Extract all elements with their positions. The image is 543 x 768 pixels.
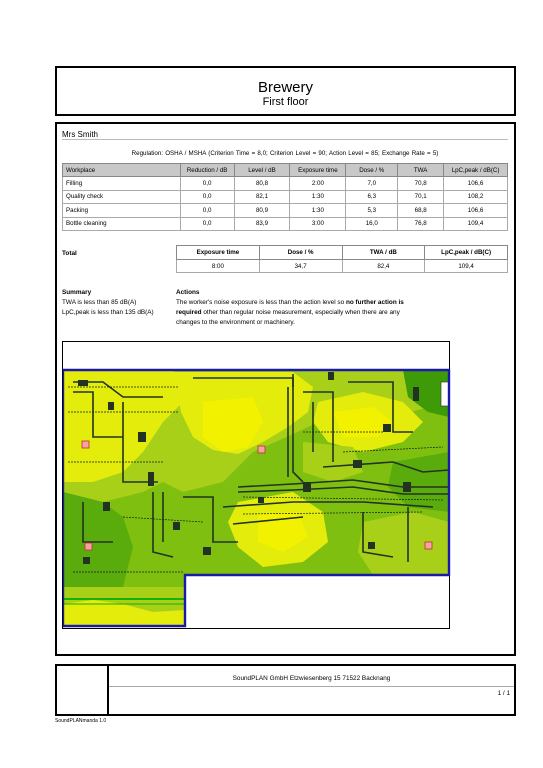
- table-cell: Quality check: [63, 190, 181, 204]
- table-cell: 0,0: [180, 204, 234, 218]
- software-label: SoundPLANmanda 1.0: [55, 718, 107, 724]
- table-cell: Packing: [63, 204, 181, 218]
- table-cell: 34,7: [259, 260, 342, 273]
- summary-line: TWA is less than 85 dB(A): [62, 299, 137, 306]
- table-cell: 82,4: [342, 260, 425, 273]
- table-cell: 68,8: [398, 204, 444, 218]
- table-cell: 76,8: [398, 217, 444, 231]
- actions-section: [176, 288, 421, 328]
- column-header: LpC,peak / dB(C): [425, 246, 508, 260]
- person-name: Mrs Smith: [62, 130, 98, 139]
- table-cell: 70,1: [398, 190, 444, 204]
- column-header: LpC,peak / dB(C): [444, 164, 508, 177]
- table-cell: 8:00: [177, 260, 260, 273]
- actions-text: [176, 298, 421, 328]
- table-cell: 106,6: [444, 204, 508, 218]
- table-row: [177, 260, 508, 273]
- table-cell: 106,6: [444, 177, 508, 191]
- table-cell: 82,1: [234, 190, 290, 204]
- page-subtitle: First floor: [262, 96, 309, 108]
- company-address: SoundPLAN GmbH Etzwiesenberg 15 71522 Backnang: [232, 675, 391, 682]
- table-cell: 70,8: [398, 177, 444, 191]
- table-cell: 3:00: [290, 217, 346, 231]
- table-cell: 6,3: [346, 190, 398, 204]
- table-row: [63, 204, 508, 218]
- total-label: Total: [62, 250, 77, 257]
- actions-emphasis: no further action is required: [176, 299, 404, 316]
- worker-position-marker: [425, 542, 432, 549]
- table-cell: 109,4: [425, 260, 508, 273]
- page-title: Brewery: [257, 79, 313, 96]
- page-number: 1 / 1: [497, 690, 510, 697]
- title-block: [55, 66, 516, 116]
- column-header: Dose / %: [259, 246, 342, 260]
- column-header: TWA: [398, 164, 444, 177]
- divider: [62, 139, 508, 140]
- table-cell: 109,4: [444, 217, 508, 231]
- table-header-row: [63, 164, 508, 177]
- table-row: [63, 177, 508, 191]
- column-header: TWA / dB: [342, 246, 425, 260]
- divider: [109, 686, 514, 687]
- table-cell: 0,0: [180, 177, 234, 191]
- worker-position-marker: [82, 441, 89, 448]
- summary-line: LpC,peak is less than 135 dB(A): [62, 309, 154, 316]
- actions-heading: Actions: [176, 289, 200, 296]
- table-cell: 108,2: [444, 190, 508, 204]
- column-header: Reduction / dB: [180, 164, 234, 177]
- table-cell: Bottle cleaning: [63, 217, 181, 231]
- table-cell: 7,0: [346, 177, 398, 191]
- table-cell: 2:00: [290, 177, 346, 191]
- table-cell: 5,3: [346, 204, 398, 218]
- table-cell: 1:30: [290, 190, 346, 204]
- summary-heading: Summary: [62, 289, 92, 296]
- table-cell: 1:30: [290, 204, 346, 218]
- column-header: Level / dB: [234, 164, 290, 177]
- noise-map: [62, 341, 450, 629]
- table-cell: 16,0: [346, 217, 398, 231]
- table-cell: 0,0: [180, 190, 234, 204]
- table-row: [63, 190, 508, 204]
- total-table: [176, 245, 508, 273]
- table-cell: 0,0: [180, 217, 234, 231]
- footer-logo-cell: [57, 666, 109, 714]
- noise-map-graphic: [63, 342, 451, 630]
- table-cell: 83,9: [234, 217, 290, 231]
- table-cell: 80,9: [234, 204, 290, 218]
- table-header-row: [177, 246, 508, 260]
- worker-position-marker: [258, 446, 265, 453]
- actions-text-part: The worker's noise exposure is less than the action level so: [176, 299, 346, 306]
- table-cell: 80,8: [234, 177, 290, 191]
- column-header: Exposure time: [290, 164, 346, 177]
- column-header: Exposure time: [177, 246, 260, 260]
- regulation-line: Regulation: OSHA / MSHA (Criterion Time = 8,0; Criterion Level = 90; Action Level = 85; Exchange Rate = 5): [131, 150, 439, 157]
- column-header: Workplace: [63, 164, 181, 177]
- footer-block: [55, 664, 516, 716]
- workplace-table: [62, 163, 508, 231]
- actions-text-part: other than regular noise measurement, especially when there are any changes to the environment or machinery.: [176, 309, 400, 326]
- column-header: Dose / %: [346, 164, 398, 177]
- summary-section: [62, 288, 154, 318]
- table-cell: Filling: [63, 177, 181, 191]
- worker-position-marker: [85, 543, 92, 550]
- table-row: [63, 217, 508, 231]
